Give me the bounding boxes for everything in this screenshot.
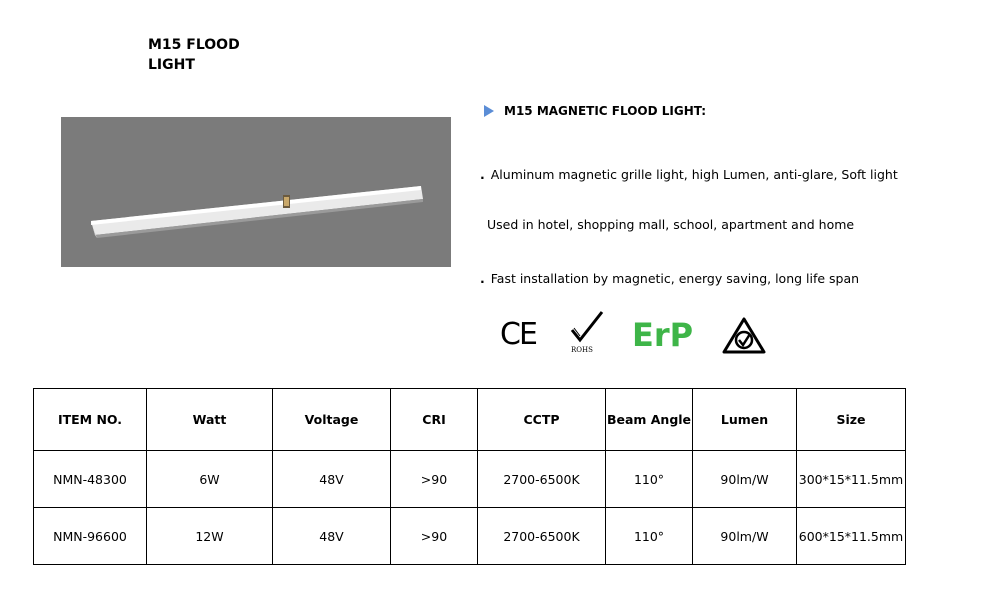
cell-item-no: NMN-96600	[34, 508, 147, 565]
flood-light-image	[61, 117, 451, 267]
feature-text-3: Fast installation by magnetic, energy saving, long life span	[490, 271, 860, 286]
cell-lumen: 90lm/W	[693, 451, 797, 508]
product-title-line2: LIGHT	[148, 57, 195, 73]
erp-logo: ErP	[632, 316, 694, 354]
cell-lumen: 90lm/W	[693, 508, 797, 565]
rcm-triangle-icon	[720, 316, 768, 356]
product-photo	[61, 117, 451, 267]
header-lumen: Lumen	[693, 389, 797, 451]
cell-cctp: 2700-6500K	[478, 508, 606, 565]
feature-text-2: Used in hotel, shopping mall, school, apartment and home	[487, 217, 855, 232]
cell-cctp: 2700-6500K	[478, 451, 606, 508]
features-heading-text: M15 MAGNETIC FLOOD LIGHT:	[504, 104, 707, 118]
header-cctp: CCTP	[478, 389, 606, 451]
spec-table	[33, 388, 906, 565]
cell-voltage: 48V	[273, 508, 391, 565]
product-title-line1: M15 FLOOD	[148, 37, 240, 53]
rohs-logo	[568, 310, 608, 358]
header-cri: CRI	[391, 389, 478, 451]
feature-line-1	[480, 167, 898, 183]
feature-line-3	[480, 271, 859, 287]
header-item-no: ITEM NO.	[34, 389, 147, 451]
certification-logos	[500, 308, 780, 360]
rcm-logo	[720, 316, 768, 356]
cell-voltage: 48V	[273, 451, 391, 508]
header-watt: Watt	[147, 389, 273, 451]
cell-size: 600*15*11.5mm	[797, 508, 906, 565]
play-arrow-icon	[484, 105, 494, 117]
features-heading	[484, 104, 706, 118]
product-title	[148, 35, 240, 75]
cell-cri: >90	[391, 508, 478, 565]
table-row	[34, 508, 906, 565]
ce-mark-logo: CE	[500, 317, 536, 352]
rohs-label: ROHS	[571, 346, 593, 354]
cell-beam-angle: 110°	[606, 508, 693, 565]
bullet-dot: .	[480, 167, 485, 182]
header-voltage: Voltage	[273, 389, 391, 451]
cell-beam-angle: 110°	[606, 451, 693, 508]
table-row	[34, 451, 906, 508]
cell-item-no: NMN-48300	[34, 451, 147, 508]
table-header-row	[34, 389, 906, 451]
cell-cri: >90	[391, 451, 478, 508]
bullet-dot: .	[480, 271, 485, 286]
feature-text-1: Aluminum magnetic grille light, high Lumen, anti-glare, Soft light	[490, 167, 898, 182]
feature-line-2	[487, 217, 854, 233]
cell-watt: 6W	[147, 451, 273, 508]
cell-size: 300*15*11.5mm	[797, 451, 906, 508]
checkmark-icon	[568, 310, 608, 346]
header-size: Size	[797, 389, 906, 451]
cell-watt: 12W	[147, 508, 273, 565]
header-beam-angle: Beam Angle	[606, 389, 693, 451]
